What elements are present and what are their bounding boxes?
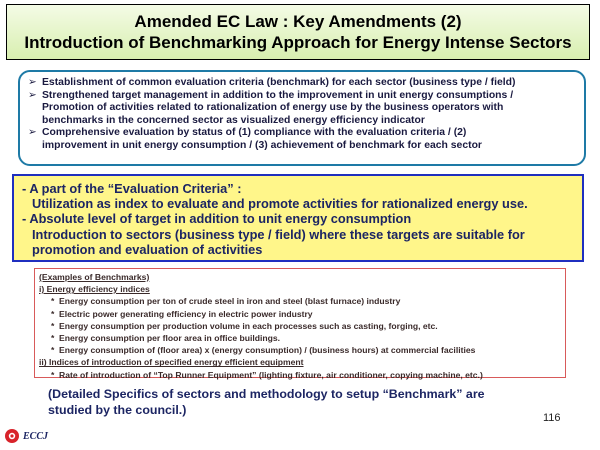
examples-section-heading: i) Energy efficiency indices [39,284,150,295]
example-item-text: Energy consumption per floor area in office buildings. [59,333,281,344]
asterisk-bullet-icon: * [51,320,55,331]
slide-title-box [6,4,590,60]
example-item [39,320,561,332]
page-number: 116 [543,412,561,424]
logo-text: ECCJ [23,430,49,442]
detail-note [48,387,548,418]
criteria-line: Utilization as index to evaluate and promote activities for rationalized energy use. [32,196,528,212]
bullet-text: Promotion of activities related to rationalization of energy use by the business operators with [42,102,504,114]
benchmark-examples-box [34,268,566,378]
examples-section-heading: ii) Indices of introduction of specified energy efficient equipment [39,357,304,368]
bullet-item [28,90,576,128]
examples-heading: (Examples of Benchmarks) [39,272,150,282]
detail-note-line: studied by the council.) [48,402,187,417]
example-item [39,308,561,320]
bullet-text: Strengthened target management in addition to the improvement in unit energy consumptions / [42,89,514,101]
criteria-line: - A part of the “Evaluation Criteria” : [22,181,242,196]
slide-title-line2: Introduction of Benchmarking Approach for Energy Intense Sectors [24,33,572,52]
example-item-text: Rate of introduction of “Top Runner Equipment” (lighting fixture, air conditioner, copying machine, etc.) [59,369,483,380]
asterisk-bullet-icon: * [51,333,55,344]
arrow-bullet-icon: ➢ [28,127,37,139]
example-item [39,369,561,381]
asterisk-bullet-icon: * [51,369,55,380]
key-points-box [18,70,586,166]
example-item [39,344,561,356]
criteria-line: - Absolute level of target in addition to unit energy consumption [22,211,412,227]
example-item-text: Energy consumption of (floor area) x (energy consumption) / (business hours) at commercial facilities [59,345,476,356]
bullet-text: improvement in unit energy consumption / (3) achievement of benchmark for each sector [42,139,482,151]
criteria-line: Introduction to sectors (business type / field) where these targets are suitable for [32,226,525,242]
asterisk-bullet-icon: * [51,308,55,319]
bullet-text: Comprehensive evaluation by status of (1) compliance with the evaluation criteria / (2) [42,127,467,139]
evaluation-criteria-box [12,174,584,262]
asterisk-bullet-icon: * [51,345,55,356]
detail-note-line: (Detailed Specifics of sectors and methodology to setup “Benchmark” are [48,387,485,401]
slide-title-line1: Amended EC Law : Key Amendments (2) [134,12,462,31]
bullet-item [28,77,576,90]
example-item-text: Energy consumption per ton of crude steel in iron and steel (blast furnace) industry [59,296,401,307]
eccj-logo [4,428,48,444]
example-item [39,295,561,307]
asterisk-bullet-icon: * [51,296,55,307]
bullet-item [28,127,576,152]
arrow-bullet-icon: ➢ [28,89,37,101]
example-item [39,332,561,344]
eccj-logo-icon [4,428,20,444]
example-item-text: Electric power generating efficiency in electric power industry [59,308,313,319]
criteria-line: promotion and evaluation of activities [32,241,263,257]
example-item-text: Energy consumption per production volume in each processes such as casting, forging, etc. [59,320,438,331]
bullet-text: Establishment of common evaluation criteria (benchmark) for each sector (business type / field) [42,77,516,88]
bullet-text: benchmarks in the concerned sector as visualized energy efficiency indicator [42,114,425,126]
arrow-bullet-icon: ➢ [28,77,37,88]
